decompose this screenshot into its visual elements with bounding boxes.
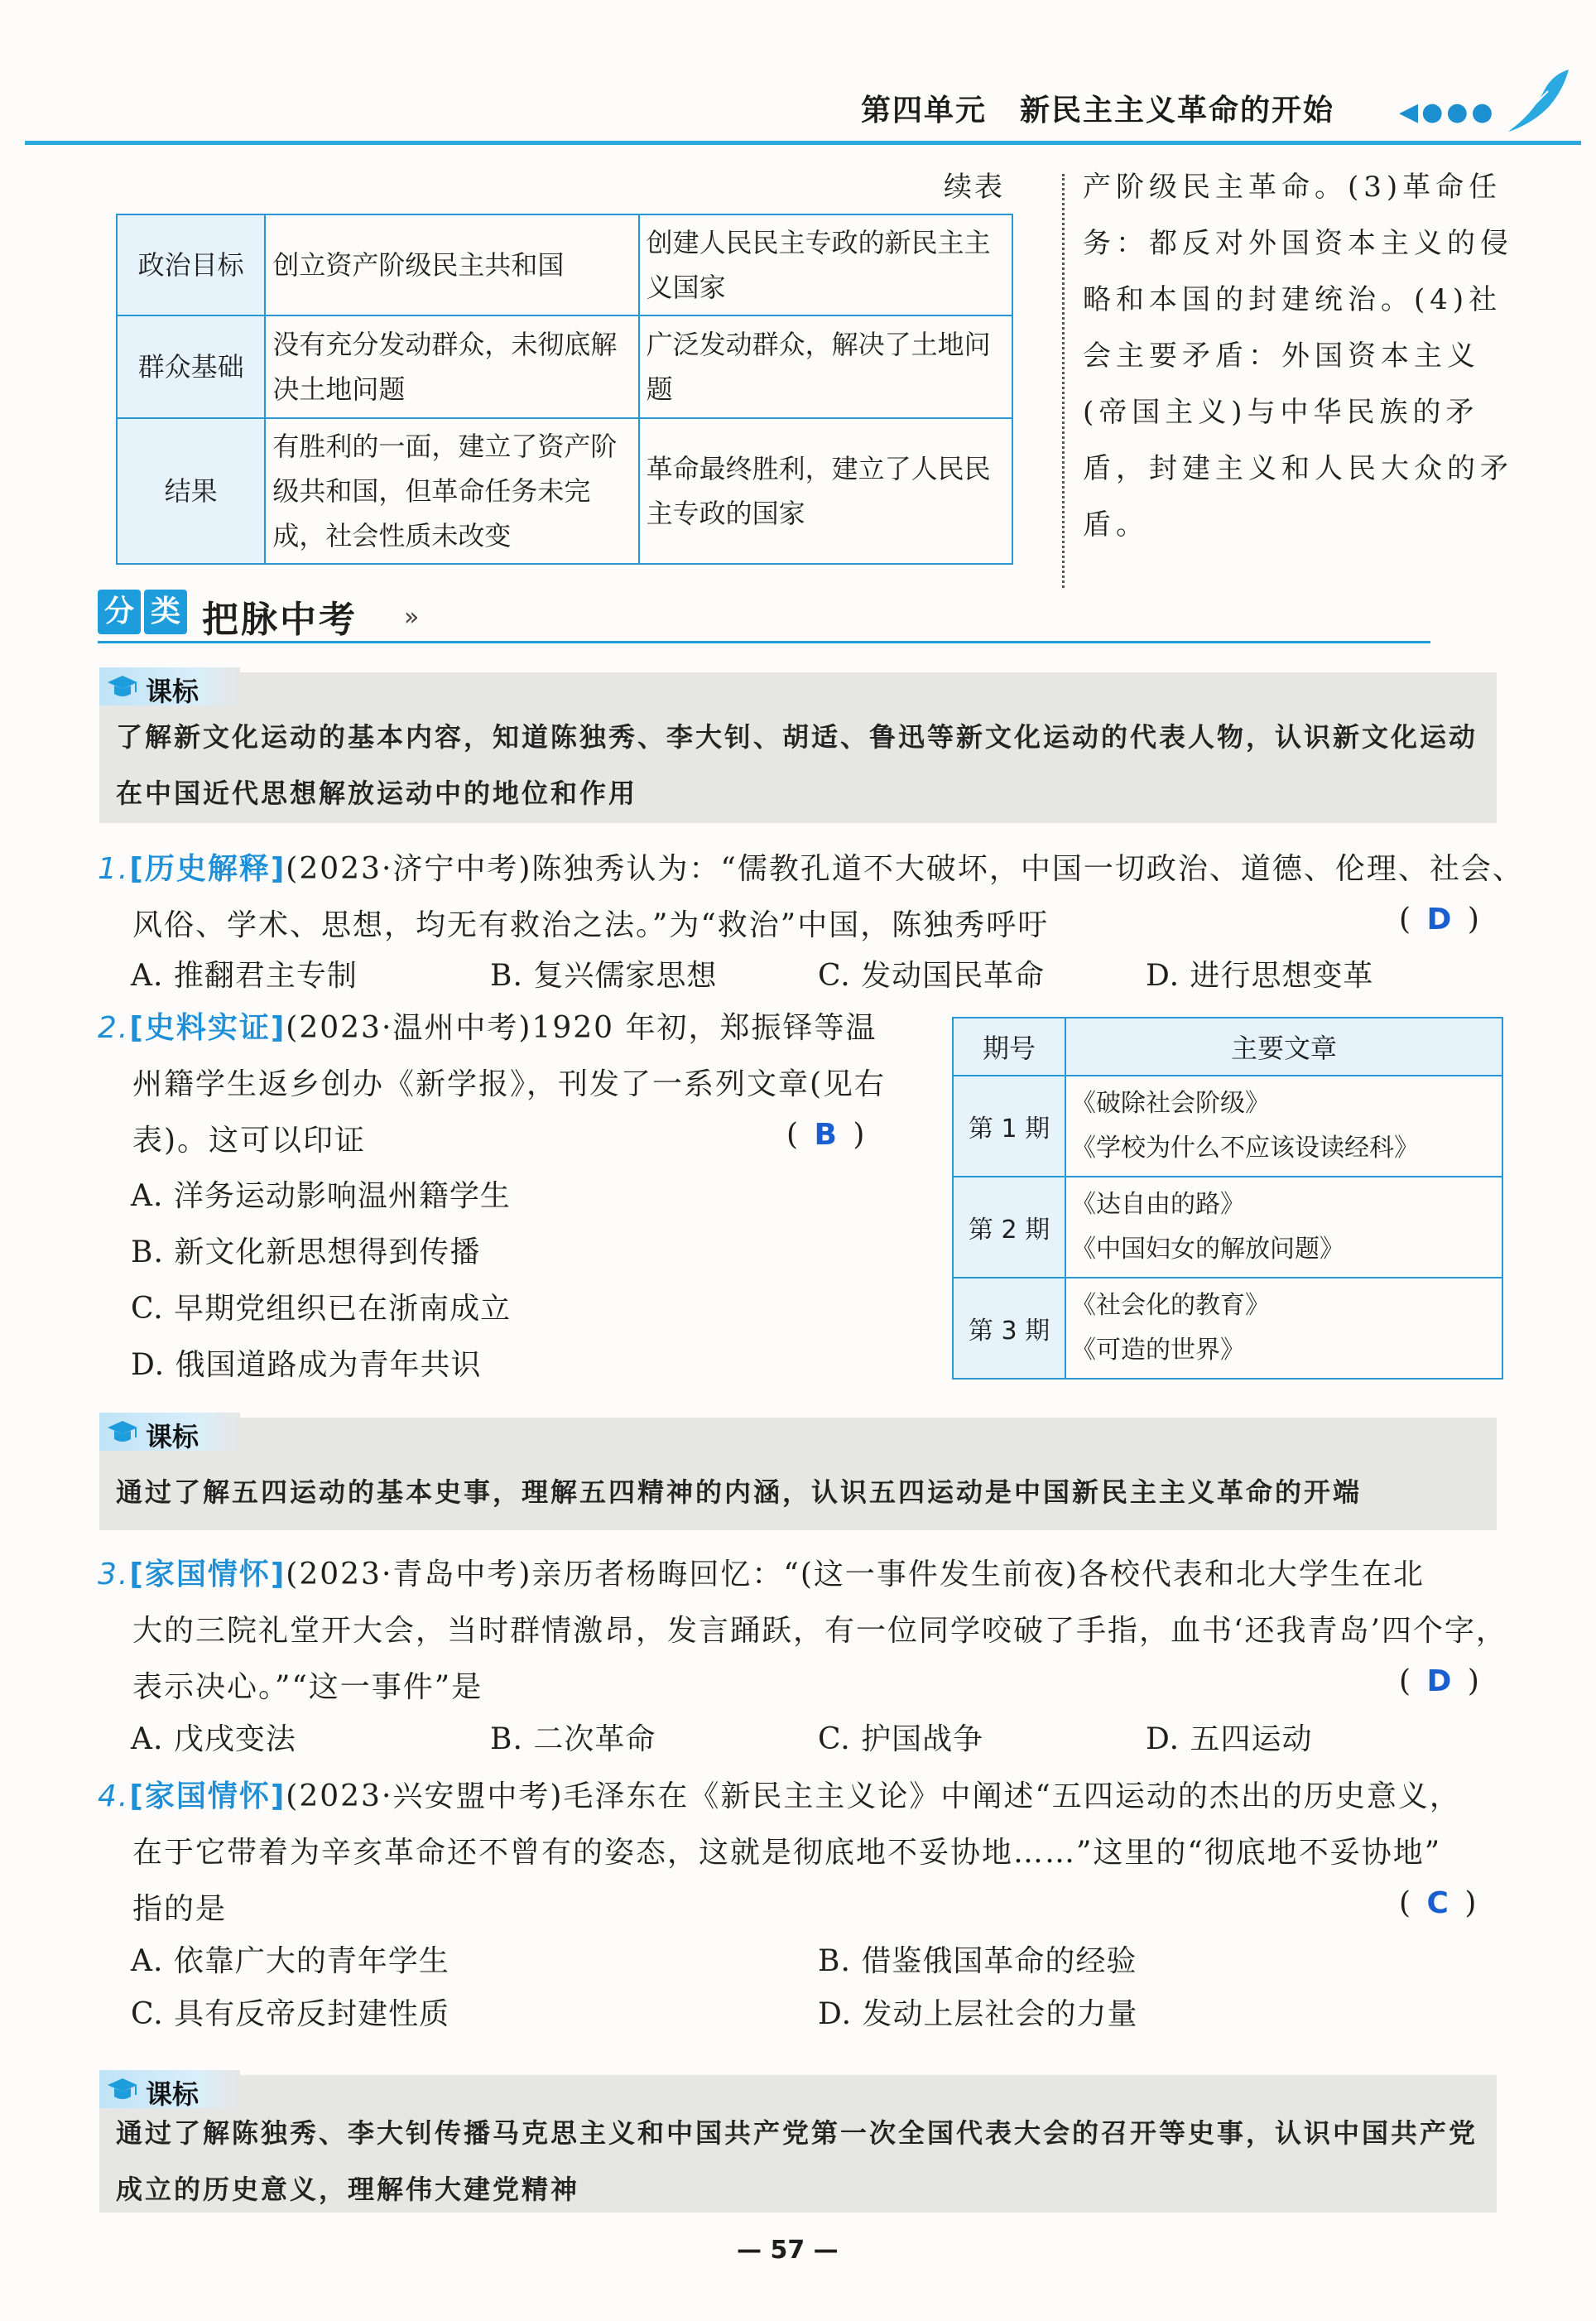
option-c: C. 发动国民革命 bbox=[818, 959, 1046, 993]
column-header: 期号 bbox=[953, 1018, 1065, 1076]
mortarboard-icon bbox=[106, 2077, 139, 2103]
question-tag: [史料实证] bbox=[129, 1011, 286, 1045]
table-row bbox=[953, 1177, 1502, 1278]
answer: C bbox=[1426, 1886, 1452, 1920]
answer-bracket: ( D ) bbox=[1399, 1664, 1483, 1698]
kebiao-tab bbox=[99, 667, 240, 705]
question-text: 大的三院礼堂开大会，当时群情激昂，发言踊跃，有一位同学咬破了手指，血书‘还我青岛’四个字， bbox=[132, 1614, 1507, 1648]
badge-char: 分 bbox=[98, 590, 141, 634]
cell: 广泛发动群众，解决了土地问题 bbox=[639, 315, 1012, 418]
page-number: — 57 — bbox=[737, 2236, 839, 2265]
issues-table bbox=[952, 1017, 1503, 1380]
option-b: B. 二次革命 bbox=[490, 1722, 656, 1756]
question-4 bbox=[98, 1769, 1461, 1825]
table-row bbox=[953, 1076, 1502, 1177]
option-d: D. 发动上层社会的力量 bbox=[818, 1997, 1138, 2031]
question-tag: [家国情怀] bbox=[129, 1558, 286, 1591]
question-text: 表)。这可以印证 bbox=[132, 1124, 367, 1158]
answer: B bbox=[814, 1118, 840, 1152]
kebiao-tab bbox=[99, 1413, 240, 1451]
table-row bbox=[117, 418, 1012, 564]
option-a: A. 依靠广大的青年学生 bbox=[131, 1944, 449, 1978]
question-text: 在于它带着为辛亥革命还不曾有的姿态，这就是彻底地不妥协地……”这里的“彻底地不妥协地” bbox=[132, 1836, 1442, 1870]
question-text: 表示决心。”“这一事件”是 bbox=[132, 1670, 483, 1704]
answer: D bbox=[1426, 1664, 1455, 1698]
question-text: 州籍学生返乡创办《新学报》，刊发了一系列文章(见右 bbox=[132, 1067, 887, 1101]
option-a: A. 推翻君主专制 bbox=[131, 959, 358, 993]
option-c: C. 护国战争 bbox=[818, 1722, 984, 1756]
section-title: 把脉中考 bbox=[202, 599, 358, 641]
table-row bbox=[117, 315, 1012, 418]
question-text: (2023·兴安盟中考)毛泽东在《新民主主义论》中阐述“五四运动的杰出的历史意义， bbox=[286, 1779, 1461, 1813]
table-caption: 续表 bbox=[944, 171, 1005, 204]
question-text: (2023·青岛中考)亲历者杨晦回忆：“(这一事件发生前夜)各校代表和北大学生在北 bbox=[286, 1558, 1425, 1591]
kebiao-label: 课标 bbox=[146, 676, 200, 707]
kebiao-label: 课标 bbox=[146, 2078, 200, 2110]
feather-icon bbox=[1498, 66, 1573, 144]
table-row bbox=[117, 214, 1012, 315]
answer-bracket: ( B ) bbox=[786, 1118, 868, 1152]
question-tag: [家国情怀] bbox=[129, 1779, 286, 1813]
article: 《破除社会阶级》 bbox=[1071, 1089, 1270, 1118]
option-d: D. 进行思想变革 bbox=[1146, 959, 1374, 993]
option-d: D. 俄国道路成为青年共识 bbox=[131, 1348, 482, 1382]
option-a: A. 戊戌变法 bbox=[131, 1722, 296, 1756]
answer-bracket: ( C ) bbox=[1399, 1886, 1480, 1920]
question-2 bbox=[98, 1000, 877, 1057]
option-d: D. 五四运动 bbox=[1146, 1722, 1313, 1756]
row-key: 政治目标 bbox=[117, 214, 265, 315]
article: 《达自由的路》 bbox=[1071, 1190, 1245, 1219]
cell: 革命最终胜利，建立了人民民主专政的国家 bbox=[639, 418, 1012, 564]
issue-number: 第 2 期 bbox=[953, 1177, 1065, 1278]
side-note: 产阶级民主革命。(3)革命任务：都反对外国资本主义的侵略和本国的封建统治。(4)社会主要矛盾：外国资本主义(帝国主义)与中华民族的矛盾，封建主义和人民大众的矛盾。 bbox=[1083, 171, 1513, 542]
question-3 bbox=[98, 1547, 1425, 1603]
unit-header bbox=[861, 87, 1334, 129]
question-1 bbox=[98, 841, 1524, 898]
option-b: B. 新文化新思想得到传播 bbox=[131, 1235, 481, 1269]
option-b: B. 复兴儒家思想 bbox=[490, 959, 718, 993]
article: 《社会化的教育》 bbox=[1071, 1291, 1270, 1320]
option-b: B. 借鉴俄国革命的经验 bbox=[818, 1944, 1137, 1978]
kebiao-label: 课标 bbox=[146, 1421, 200, 1452]
issue-number: 第 3 期 bbox=[953, 1278, 1065, 1379]
answer-bracket: ( D ) bbox=[1399, 903, 1483, 937]
cell: 创建人民民主专政的新民主主义国家 bbox=[639, 214, 1012, 315]
dotted-divider bbox=[1062, 174, 1065, 588]
question-text: (2023·济宁中考)陈独秀认为：“儒教孔道不大破坏，中国一切政治、道德、伦理、社会、 bbox=[286, 852, 1524, 886]
article: 《中国妇女的解放问题》 bbox=[1071, 1235, 1344, 1264]
articles-cell bbox=[1065, 1177, 1502, 1278]
column-header: 主要文章 bbox=[1065, 1018, 1502, 1076]
kebiao-text: 通过了解陈独秀、李大钊传播马克思主义和中国共产党第一次全国代表大会的召开等史事，认识中国共产党成立的历史意义，理解伟大建党精神 bbox=[116, 2117, 1478, 2205]
answer: D bbox=[1426, 903, 1455, 937]
cell: 没有充分发动群众，未彻底解决土地问题 bbox=[265, 315, 638, 418]
table-header-row bbox=[953, 1018, 1502, 1076]
cell: 有胜利的一面，建立了资产阶级共和国，但革命任务未完成，社会性质未改变 bbox=[265, 418, 638, 564]
question-number: 3. bbox=[98, 1558, 130, 1591]
unit-title: 新民主主义革命的开始 bbox=[1020, 94, 1335, 128]
row-key: 结果 bbox=[117, 418, 265, 564]
articles-cell bbox=[1065, 1278, 1502, 1379]
section-rule bbox=[98, 641, 1430, 643]
question-text: 风俗、学术、思想，均无有救治之法。”为“救治”中国，陈独秀呼吁 bbox=[132, 908, 1050, 942]
comparison-table bbox=[116, 214, 1013, 565]
question-number: 2. bbox=[98, 1011, 130, 1045]
question-tag: [历史解释] bbox=[129, 852, 286, 886]
row-key: 群众基础 bbox=[117, 315, 265, 418]
question-text: (2023·温州中考)1920 年初，郑振铎等温 bbox=[286, 1011, 877, 1045]
table-row bbox=[953, 1278, 1502, 1379]
kebiao-text: 了解新文化运动的基本内容，知道陈独秀、李大钊、胡适、鲁迅等新文化运动的代表人物，认识新文化运动在中国近代思想解放运动中的地位和作用 bbox=[116, 721, 1478, 809]
question-number: 4. bbox=[98, 1779, 130, 1813]
header-decoration: ◀●●● bbox=[1399, 98, 1497, 127]
issue-number: 第 1 期 bbox=[953, 1076, 1065, 1177]
option-a: A. 洋务运动影响温州籍学生 bbox=[131, 1179, 511, 1213]
kebiao-text: 通过了解五四运动的基本史事，理解五四精神的内涵，认识五四运动是中国新民主主义革命的开端 bbox=[116, 1476, 1363, 1508]
question-number: 1. bbox=[98, 852, 130, 886]
article: 《可造的世界》 bbox=[1071, 1336, 1245, 1365]
option-c: C. 早期党组织已在浙南成立 bbox=[131, 1292, 512, 1326]
article: 《学校为什么不应该设读经科》 bbox=[1071, 1134, 1419, 1163]
option-c: C. 具有反帝反封建性质 bbox=[131, 1997, 450, 2031]
kebiao-tab bbox=[99, 2070, 240, 2108]
mortarboard-icon bbox=[106, 1419, 139, 1446]
double-arrow-icon: » bbox=[404, 603, 420, 632]
articles-cell bbox=[1065, 1076, 1502, 1177]
header-rule bbox=[25, 141, 1581, 145]
unit-label: 第四单元 bbox=[861, 94, 988, 128]
badge-char: 类 bbox=[144, 590, 187, 634]
section-badge bbox=[98, 590, 187, 634]
cell: 创立资产阶级民主共和国 bbox=[265, 214, 638, 315]
question-text: 指的是 bbox=[132, 1892, 228, 1926]
mortarboard-icon bbox=[106, 674, 139, 701]
